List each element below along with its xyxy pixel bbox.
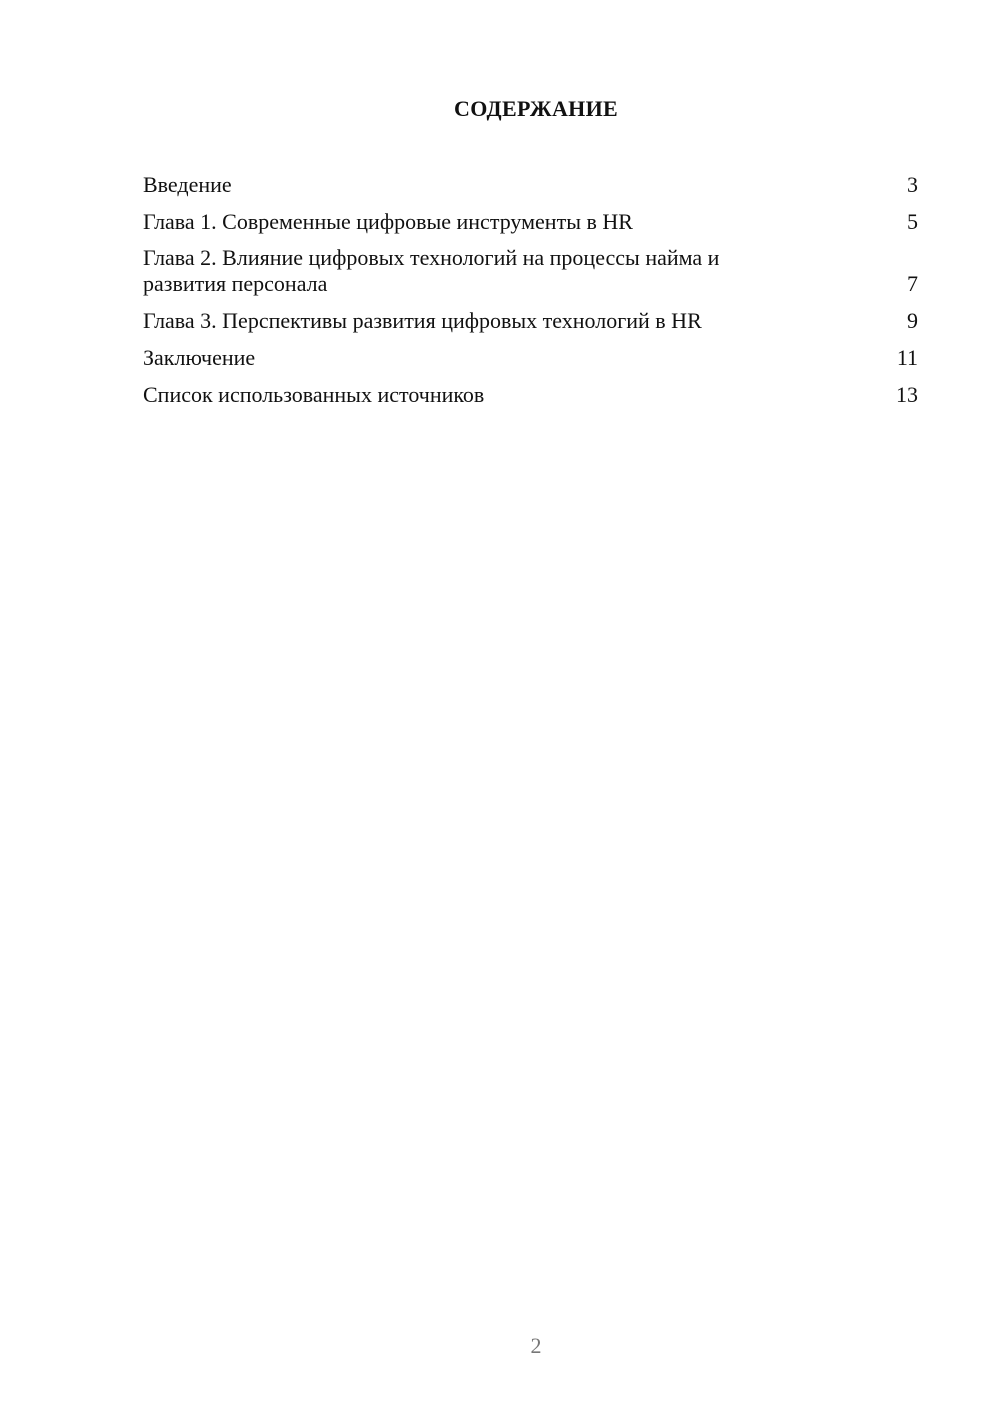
toc-entry-text: [143, 382, 888, 408]
toc-entry-page: 5: [907, 209, 918, 234]
toc-entry-text: [143, 345, 888, 371]
toc-entry-references[interactable]: [143, 382, 918, 408]
toc-entry-line: Глава 1. Современные цифровые инструменты в HR: [143, 209, 633, 234]
toc-entry-text: [143, 245, 888, 297]
toc-list: [143, 172, 918, 419]
toc-entry-text: [143, 308, 888, 334]
toc-entry-conclusion[interactable]: [143, 345, 918, 371]
toc-entry-introduction[interactable]: [143, 172, 918, 198]
toc-entry-line: развития персонала: [143, 271, 328, 296]
toc-entry-text: [143, 209, 888, 235]
toc-entry-text: [143, 172, 888, 198]
toc-entry-page: 7: [907, 271, 918, 296]
toc-entry-chapter-1[interactable]: [143, 209, 918, 235]
toc-entry-line: Глава 2. Влияние цифровых технологий на процессы найма и: [143, 245, 720, 270]
toc-entry-line: Введение: [143, 172, 232, 197]
toc-entry-chapter-3[interactable]: [143, 308, 918, 334]
toc-entry-line: Глава 3. Перспективы развития цифровых технологий в HR: [143, 308, 702, 333]
toc-entry-line: Список использованных источников: [143, 382, 485, 407]
toc-entry-line: Заключение: [143, 345, 256, 370]
toc-entry-page: 3: [907, 172, 918, 197]
toc-entry-page: 11: [896, 345, 918, 370]
toc-entry-page: 13: [896, 382, 918, 407]
toc-title: СОДЕРЖАНИЕ: [454, 96, 618, 121]
toc-entry-chapter-2[interactable]: [143, 245, 918, 297]
page-number: 2: [530, 1333, 542, 1358]
toc-entry-page: 9: [907, 308, 918, 333]
